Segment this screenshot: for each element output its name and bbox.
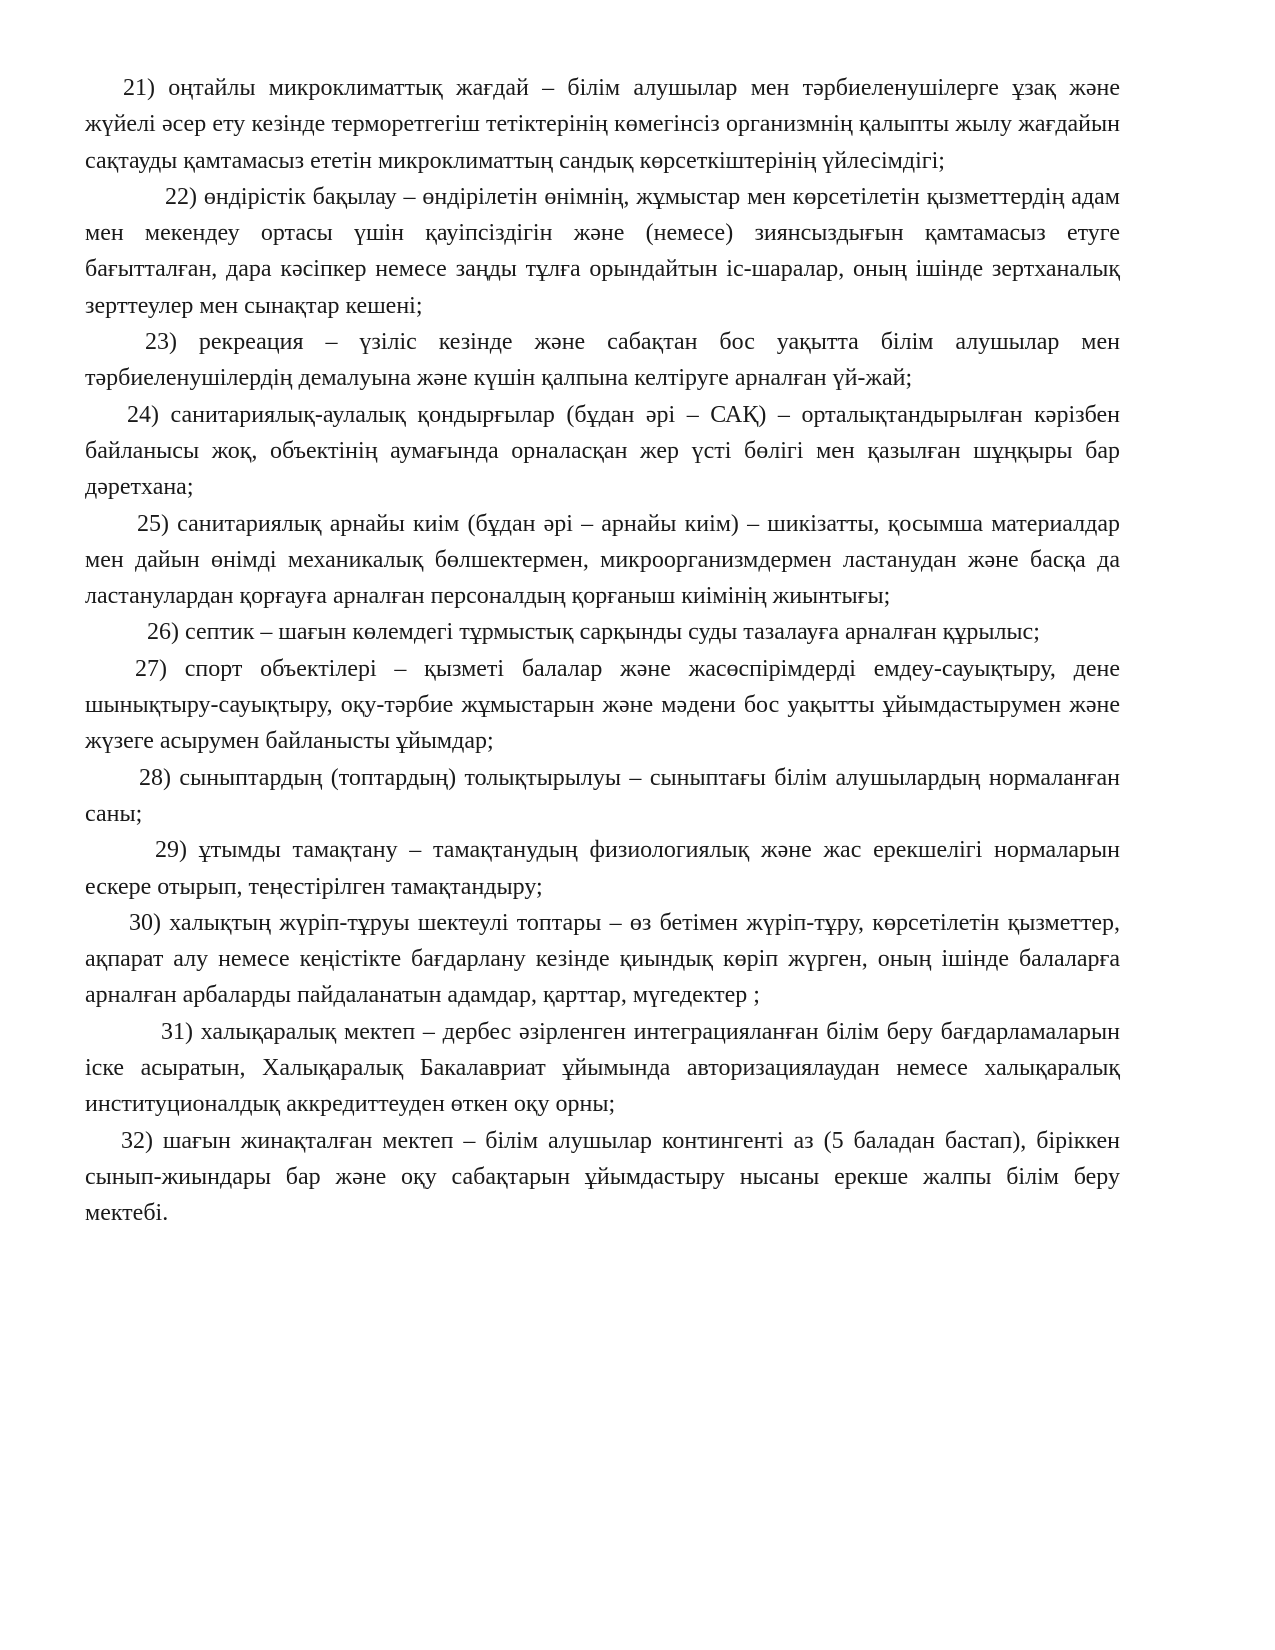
definition-item-31: 31) халықаралық мектеп – дербес әзірленген интеграцияланған білім беру бағдарламаларын іске асыратын, Халықаралық Бакалавриат ұйымында авторизациялаудан немесе халықаралық институционалдық аккредиттеуден өткен оқу орны;: [85, 1018, 1120, 1118]
definition-item-30: 30) халықтың жүріп-тұруы шектеулі топтары – өз бетімен жүріп-тұру, көрсетілетін қызметтер, ақпарат алу немесе кеңістікте бағдарлану кезінде қиындық көріп жүрген, оның ішінде балаларға арналған арбаларды пайдаланатын адамдар, қарттар, мүгедектер ;: [85, 909, 1120, 1009]
document-page: [85, 70, 1120, 1232]
definition-item-23: 23) рекреация – үзіліс кезінде және сабақтан бос уақытта білім алушылар мен тәрбиеленушілердің демалуына және күшін қалпына келтіруге арналған үй-жай;: [85, 329, 1120, 392]
definition-item-26: 26) септик – шағын көлемдегі тұрмыстық сарқынды суды тазалауға арналған құрылыс;: [147, 619, 1040, 646]
definition-item-21: 21) оңтайлы микроклиматтық жағдай – білім алушылар мен тәрбиеленушілерге ұзақ және жүйелі әсер ету кезінде терморетгегіш тетіктерінің көмегінсіз организмнің қалыпты жылу жағдайын сақтауды қамтамасыз ететін микроклиматтың сандық көрсеткіштерінің үйлесімдігі;: [85, 75, 1120, 174]
definition-item-28: 28) сыныптардың (топтардың) толықтырылуы – сыныптағы білім алушылардың нормаланған саны;: [85, 764, 1120, 827]
definition-item-24: 24) санитариялық-аулалық қондырғылар (бұдан әрі – САҚ) – орталықтандырылған кәрізбен байланысы жоқ, объектінің аумағында орналасқан жер үсті бөлігі мен қазылған шұңқыры бар дәретхана;: [85, 401, 1120, 501]
definition-item-32: 32) шағын жинақталған мектеп – білім алушылар контингенті аз (5 баладан бастап), біріккен сынып-жиындары бар және оқу сабақтарын ұйымдастыру нысаны ерекше жалпы білім беру мектебі.: [85, 1127, 1120, 1227]
definition-item-22: 22) өндірістік бақылау – өндірілетін өнімнің, жұмыстар мен көрсетілетін қызметтердің адам мен мекендеу ортасы үшін қауіпсіздігін және (немесе) зиянсыздығын қамтамасыз етуге бағытталған, дара кәсіпкер немесе заңды тұлға орындайтын іс-шаралар, оның ішінде зертханалық зерттеулер мен сынақтар кешені;: [85, 183, 1120, 319]
definition-item-27: 27) спорт объектілері – қызметі балалар және жасөспірімдерді емдеу-сауықтыру, дене шынықтыру-сауықтыру, оқу-тәрбие жұмыстарын және мәдени бос уақытты ұйымдастырумен және жүзеге асырумен байланысты ұйымдар;: [85, 655, 1120, 755]
definition-item-29: 29) ұтымды тамақтану – тамақтанудың физиологиялық және жас ерекшелігі нормаларын ескере отырып, теңестірілген тамақтандыру;: [85, 837, 1120, 900]
definition-item-25: 25) санитариялық арнайы киім (бұдан әрі – арнайы киім) – шикізатты, қосымша материалдар мен дайын өнімді механикалық бөлшектермен, микроорганизмдермен ластанудан және басқа да ластанулардан қорғауға арналған персоналдың қорғаныш киімінің жиынтығы;: [85, 510, 1120, 610]
